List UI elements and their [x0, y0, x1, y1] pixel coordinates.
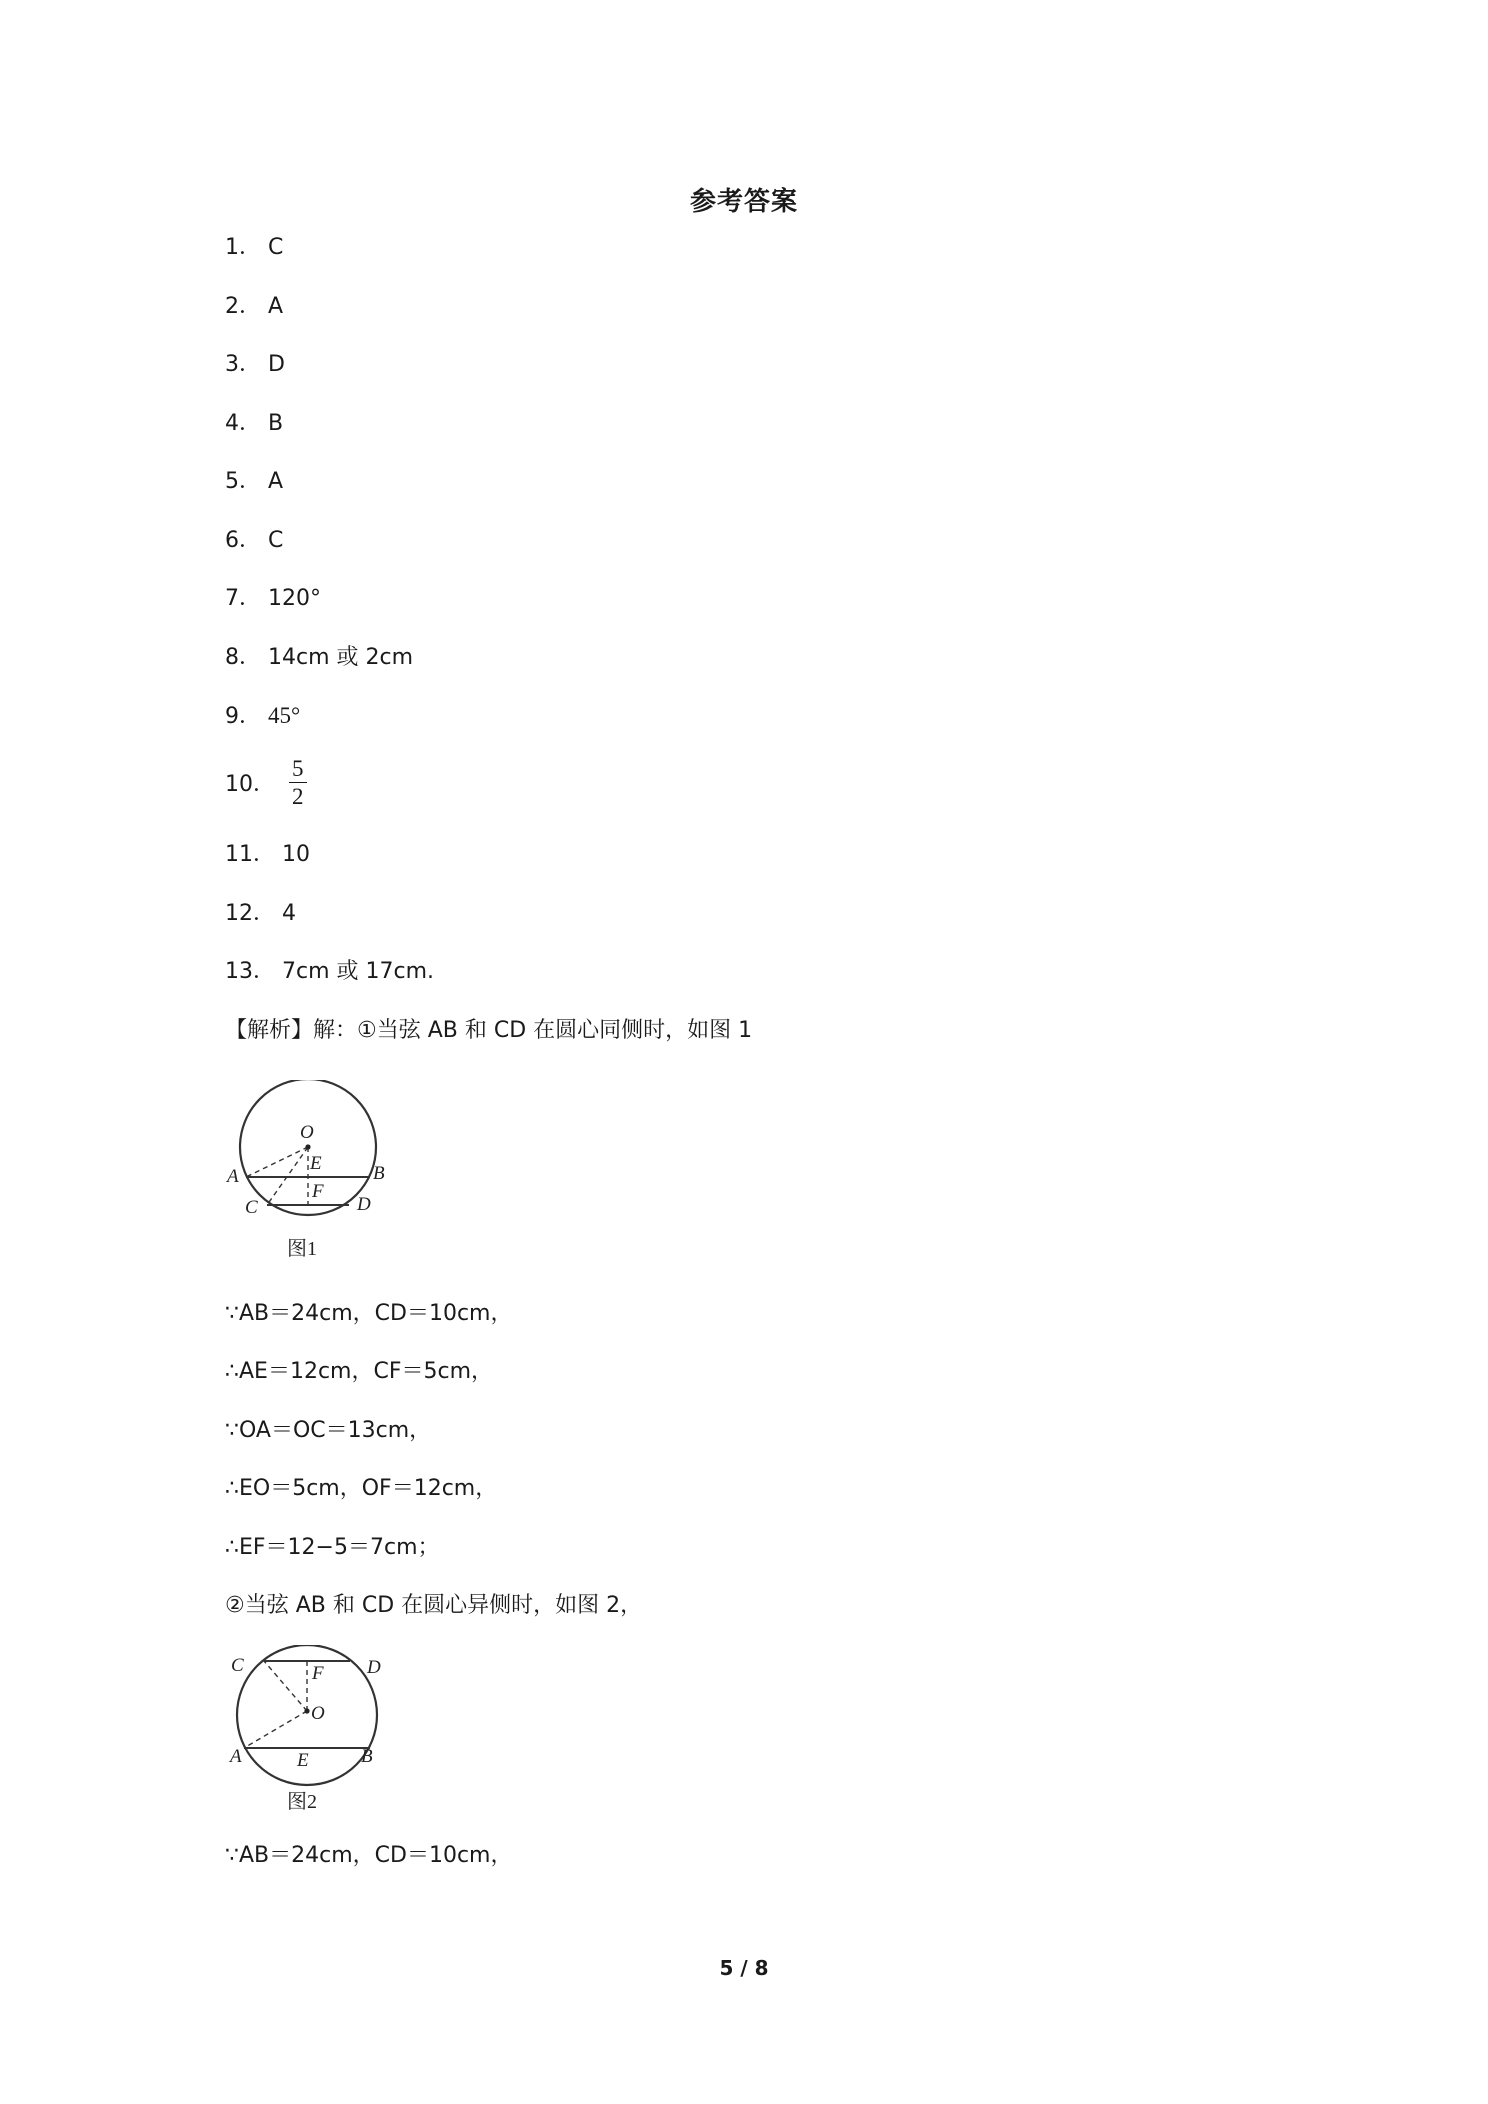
label-d: D: [367, 1657, 381, 1678]
case2-intro: ②当弦 AB 和 CD 在圆心异侧时，如图 2，: [225, 1593, 643, 1618]
label-e: E: [297, 1750, 309, 1771]
case1-step-3: ∵OA＝OC＝13cm，: [225, 1418, 432, 1443]
answer-5: 5． A: [225, 469, 284, 494]
dashed-oc: [264, 1661, 307, 1711]
answer-12: 12． 4: [225, 901, 296, 926]
answer-9: 9． 45°: [225, 703, 301, 729]
case2-step-1: ∵AB＝24cm，CD＝10cm，: [225, 1843, 513, 1868]
label-f: F: [312, 1181, 324, 1202]
analysis-intro: 【解析】解：①当弦 AB 和 CD 在圆心同侧时，如图 1: [225, 1018, 753, 1043]
answer-1: 1． C: [225, 235, 284, 260]
answer-11: 11． 10: [225, 842, 310, 867]
label-b: B: [361, 1746, 373, 1767]
label-c: C: [245, 1197, 258, 1218]
case1-step-5: ∴EF＝12−5＝7cm；: [225, 1535, 440, 1560]
fraction: $\frac{5}{2}$: [289, 755, 307, 810]
case1-step-1: ∵AB＝24cm，CD＝10cm，: [225, 1301, 513, 1326]
label-o: O: [300, 1122, 314, 1143]
label-e: E: [310, 1153, 322, 1174]
dashed-oa: [246, 1147, 308, 1177]
label-c: C: [231, 1655, 244, 1676]
label-f: F: [312, 1663, 324, 1684]
answer-7: 7． 120°: [225, 586, 321, 611]
label-a: A: [230, 1746, 242, 1767]
label-d: D: [357, 1194, 371, 1215]
answer-10: 10． $\frac{5}{2}$: [225, 755, 307, 810]
answer-13: 13． 7cm 或 17cm.: [225, 959, 435, 984]
center-point: [305, 1144, 310, 1149]
answer-4: 4． B: [225, 411, 284, 436]
figure-2: [225, 1645, 405, 1835]
case1-step-2: ∴AE＝12cm，CF＝5cm，: [225, 1359, 494, 1384]
figure-2-caption: 图2: [287, 1791, 317, 1813]
dashed-oa: [244, 1711, 307, 1748]
label-a: A: [227, 1166, 239, 1187]
answer-3: 3． D: [225, 352, 285, 377]
center-point: [304, 1708, 309, 1713]
answer-2: 2． A: [225, 294, 284, 319]
label-b: B: [373, 1163, 385, 1184]
case1-step-4: ∴EO＝5cm，OF＝12cm，: [225, 1476, 498, 1501]
page-number: 5 / 8: [719, 1956, 769, 1980]
answer-8: 8． 14cm 或 2cm: [225, 645, 414, 670]
answer-6: 6． C: [225, 528, 284, 553]
label-o: O: [311, 1703, 325, 1724]
figure-1-caption: 图1: [287, 1238, 317, 1260]
page-title: 参考答案: [689, 187, 798, 217]
figure-1: [225, 1080, 405, 1270]
